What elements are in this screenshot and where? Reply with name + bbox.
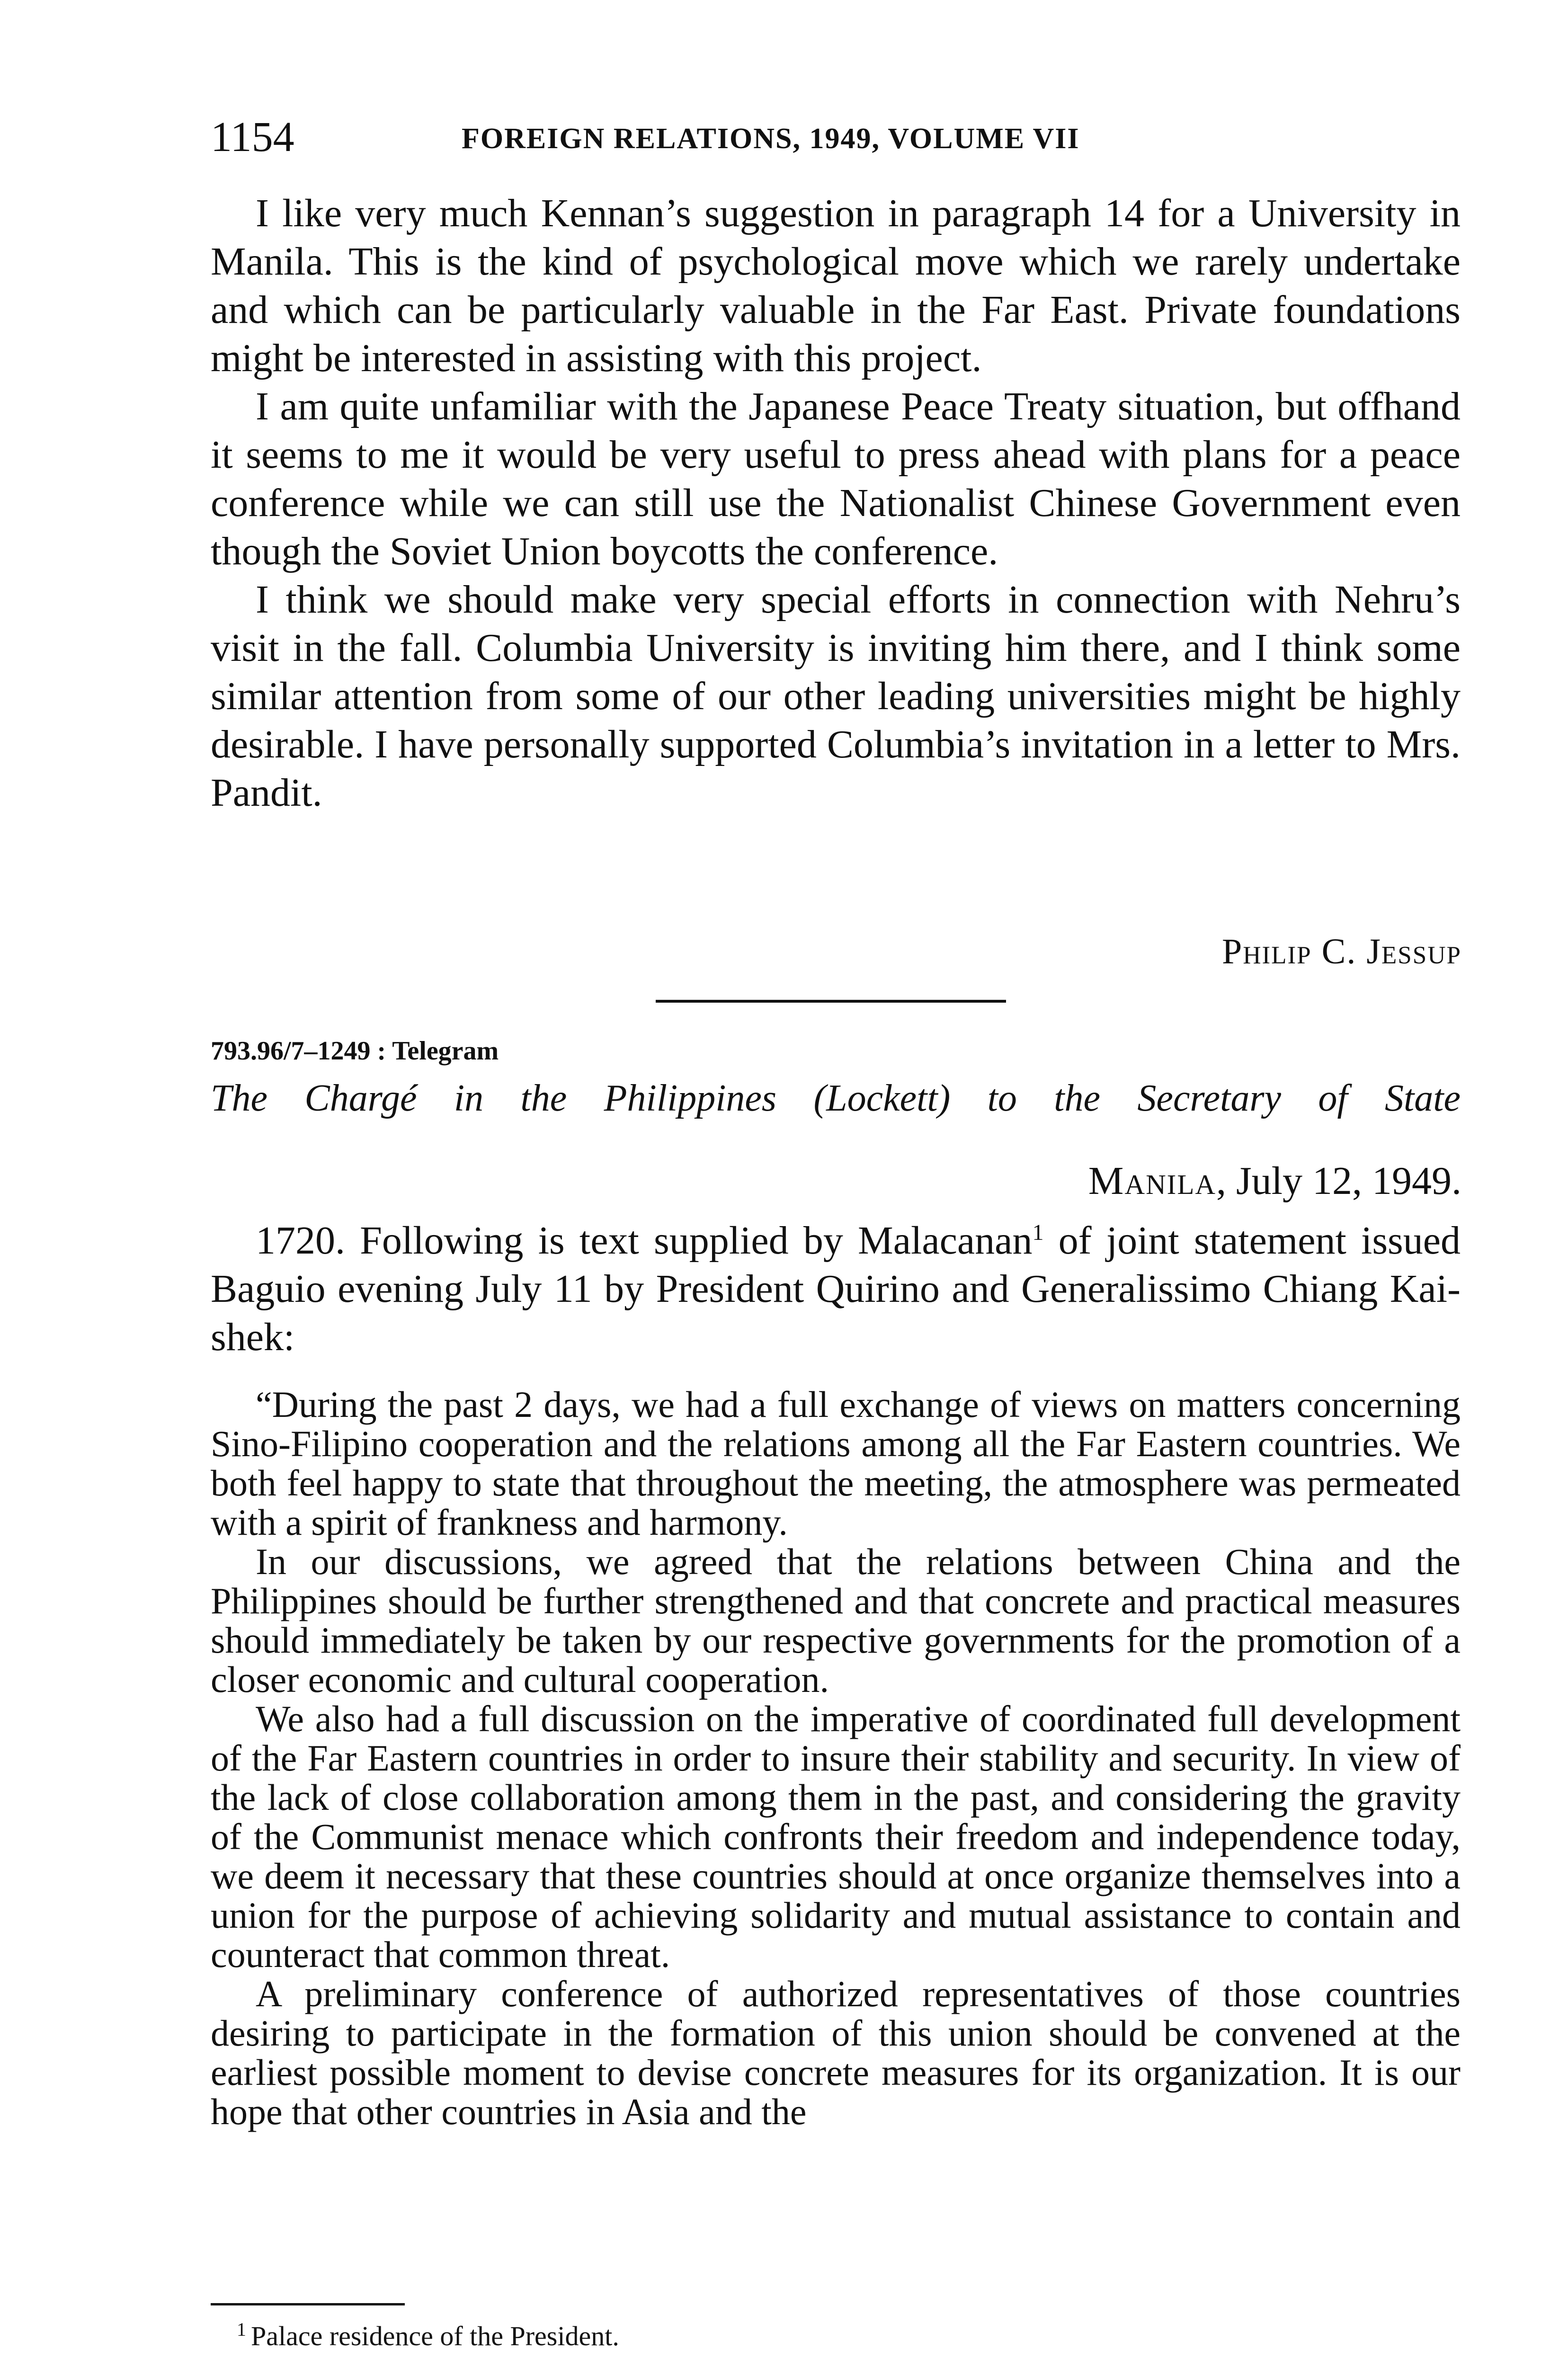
- dateline-date: , July 12, 1949.: [1216, 1159, 1461, 1203]
- footnote: [237, 2317, 619, 2355]
- intro-text-after: of joint statement issued Baguio evening July 11 by President Quirino and Generalissimo Chiang Kai-shek:: [211, 1219, 1461, 1359]
- document-title: The Chargé in the Philippines (Lockett) to the Secretary of State: [211, 1077, 1461, 1119]
- footnote-reference: 1: [1032, 1220, 1044, 1245]
- section-divider: [656, 1000, 1006, 1003]
- file-reference: 793.96/7–1249 : Telegram: [211, 1036, 499, 1066]
- quote-paragraph: A preliminary conference of authorized representatives of those countries desiring to participate in the formation of this union should be convened at the earliest possible moment to devise concrete measures for its organization. It is our hope that other countries in Asia and the: [211, 1973, 1461, 2132]
- running-head: FOREIGN RELATIONS, 1949, VOLUME VII: [462, 123, 1080, 155]
- page-header: [211, 111, 1461, 163]
- footnote-text: Palace residence of the President.: [251, 2321, 619, 2351]
- quote-paragraph: In our discussions, we agreed that the relations between China and the Philippines should be further strengthened and that concrete and practical measures should immediately be taken by our respective governments for the promotion of a closer economic and cultural cooperation.: [211, 1541, 1461, 1700]
- dateline: [1088, 1155, 1461, 1207]
- footnote-mark: 1: [237, 2318, 246, 2340]
- telegram-intro-paragraph: [211, 1217, 1461, 1361]
- footnote-divider: [211, 2303, 405, 2305]
- signature: Philip C. Jessup: [1221, 932, 1461, 971]
- quote-paragraph: We also had a full discussion on the imperative of coordinated full development of the Far Eastern countries in order to insure their stability and security. In view of the lack of close collaboration among them in the past, and considering the gravity of the Communist menace which confronts their freedom and independence today, we deem it necessary that these countries should at once organize themselves into a union for the purpose of achieving solidarity and mutual assistance to contain and counteract that common threat.: [211, 1698, 1461, 1975]
- joint-statement-quote: [211, 1385, 1461, 2131]
- memo-paragraph: I am quite unfamiliar with the Japanese Peace Treaty situation, but offhand it seems to me it would be very useful to press ahead with plans for a peace conference while we can still use the Nationalist Chinese Government even though the Soviet Union boycotts the conference.: [211, 384, 1461, 573]
- intro-text-before: 1720. Following is text supplied by Malacanan: [256, 1219, 1033, 1263]
- page-number: 1154: [211, 114, 294, 160]
- memo-paragraph: I think we should make very special efforts in connection with Nehru’s visit in the fall. Columbia University is inviting him there, and I think some similar attention from some of our other leading universities might be highly desirable. I have personally supported Columbia’s invitation in a letter to Mrs. Pandit.: [211, 578, 1461, 815]
- telegram-intro: [211, 1217, 1461, 1361]
- jessup-memo-text: [211, 189, 1461, 817]
- dateline-place: Manila: [1088, 1159, 1216, 1203]
- quote-paragraph: “During the past 2 days, we had a full exchange of views on matters concerning Sino-Filipino cooperation and the relations among all the Far Eastern countries. We both feel happy to state that throughout the meeting, the atmosphere was permeated with a spirit of frankness and harmony.: [211, 1384, 1461, 1543]
- memo-paragraph: I like very much Kennan’s suggestion in paragraph 14 for a University in Manila. This is the kind of psychological move which we rarely undertake and which can be particularly valuable in the Far East. Private foundations might be interested in assisting with this project.: [211, 191, 1461, 380]
